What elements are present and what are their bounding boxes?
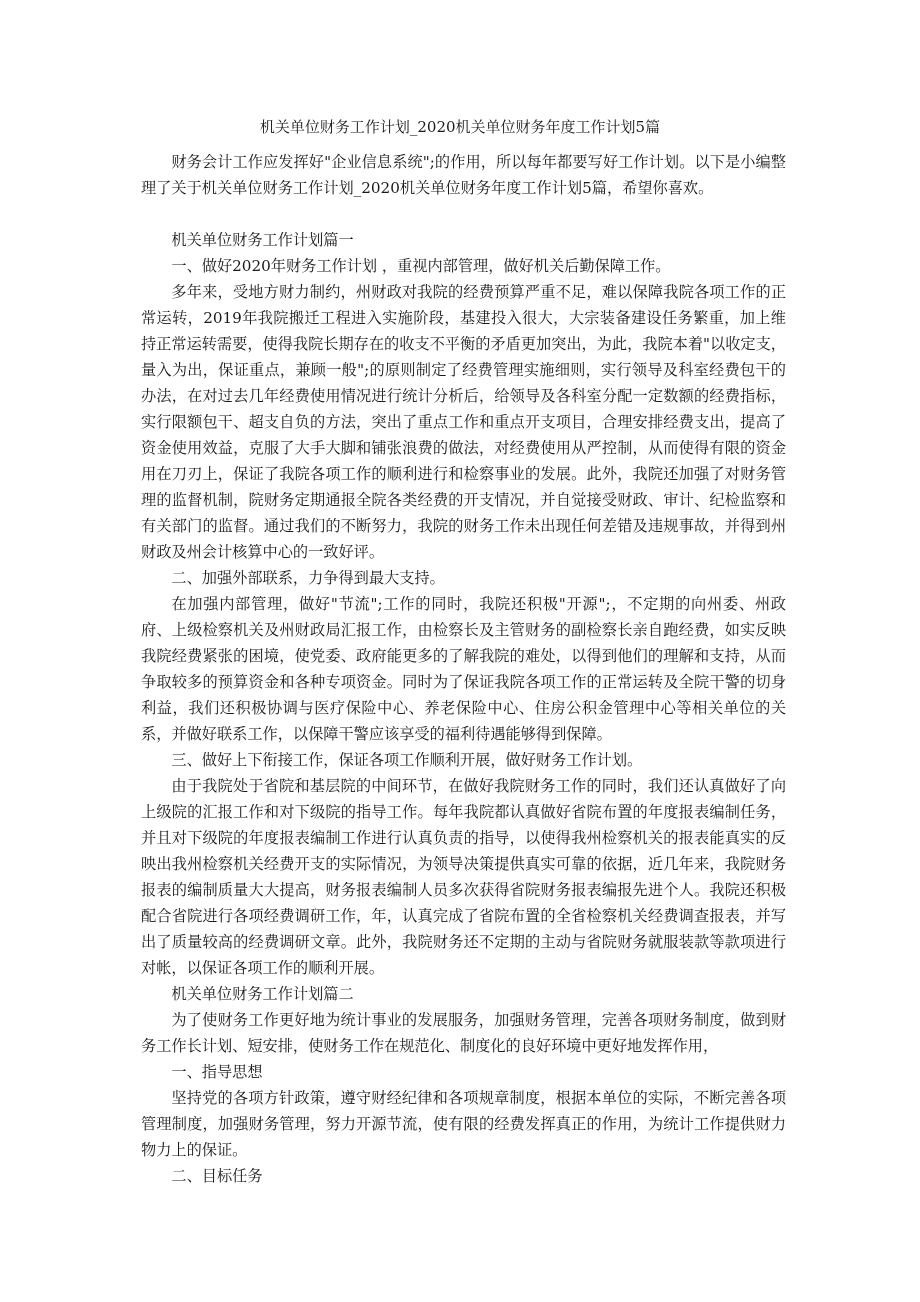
section-heading-part1: 机关单位财务工作计划篇一: [171, 231, 354, 249]
subheading-2: 二、加强外部联系，力争得到最大支持。: [171, 569, 445, 587]
body-paragraph: 在加强内部管理，做好"节流";工作的同时，我院还积极"开源";，不定期的向州委、州政府、上级检察机关及州财政局汇报工作，由检察长及主管财务的副检察长亲自跑经费，如实反映我院经费紧张的困境，使党委、政府能更多的了解我院的难处，以得到他们的理解和支持，从而争取较多的预算资金和各种专项资金。同时为了保证我院各项工作的正常运转及全院干警的切身利益，我们还积极协调与医疗保险中心、养老保险中心、住房公积金管理中心等相关单位的关系，并做好联系工作，以保障干警应该享受的福利待遇能够得到保障。: [141, 595, 786, 743]
subheading-guiding-ideology: 一、指导思想: [171, 1063, 263, 1081]
body-paragraph: 为了使财务工作更好地为统计事业的发展服务，加强财务管理，完善各项财务制度，做到财务工作长计划、短安排，使财务工作在规范化、制度化的良好环境中更好地发挥作用，: [141, 1011, 786, 1055]
subheading-goals: 二、目标任务: [171, 1167, 263, 1185]
subheading-1: 一、做好2020年财务工作计划 ，重视内部管理，做好机关后勤保障工作。: [171, 257, 671, 275]
body-paragraph: 坚持党的各项方针政策，遵守财经纪律和各项规章制度，根据本单位的实际，不断完善各项管理制度，加强财务管理，努力开源节流，使有限的经费发挥真正的作用，为统计工作提供财力物力上的保证。: [141, 1089, 786, 1159]
body-paragraph: 多年来，受地方财力制约，州财政对我院的经费预算严重不足，难以保障我院各项工作的正常运转，2019年我院搬迁工程进入实施阶段，基建投入很大，大宗装备建设任务繁重，加上维持正常运转需要，使得我院长期存在的收支不平衡的矛盾更加突出，为此，我院本着"以收定支，量入为出，保证重点，兼顾一般";的原则制定了经费管理实施细则，实行领导及科室经费包干的办法，在对过去几年经费使用情况进行统计分析后，给领导及各科室分配一定数额的经费指标，实行限额包干、超支自负的方法，突出了重点工作和重点开支项目，合理安排经费支出，提高了资金使用效益，克服了大手大脚和铺张浪费的做法，对经费使用从严控制，从而使得有限的资金用在刀刃上，保证了我院各项工作的顺利进行和检察事业的发展。此外，我院还加强了对财务管理的监督机制，院财务定期通报全院各类经费的开支情况，并自觉接受财政、审计、纪检监察和有关部门的监督。通过我们的不断努力，我院的财务工作未出现任何差错及违规事故，并得到州财政及州会计核算中心的一致好评。: [141, 283, 786, 561]
body-paragraph: 由于我院处于省院和基层院的中间环节，在做好我院财务工作的同时，我们还认真做好了向上级院的汇报工作和对下级院的指导工作。每年我院都认真做好省院布置的年度报表编制任务，并且对下级院的年度报表编制工作进行认真负责的指导，以使得我州检察机关的报表能真实的反映出我州检察机关经费开支的实际情况，为领导决策提供真实可靠的依据，近几年来，我院财务报表的编制质量大大提高，财务报表编制人员多次获得省院财务报表编报先进个人。我院还积极配合省院进行各项经费调研工作，年，认真完成了省院布置的全省检察机关经费调查报表，并写出了质量较高的经费调研文章。此外，我院财务还不定期的主动与省院财务就服装款等款项进行对帐，以保证各项工作的顺利开展。: [141, 777, 786, 977]
section-heading-part2: 机关单位财务工作计划篇二: [171, 985, 354, 1003]
intro-paragraph: 财务会计工作应发挥好"企业信息系统";的作用，所以每年都要写好工作计划。以下是小编整理了关于机关单位财务工作计划_2020机关单位财务年度工作计划5篇，希望你喜欢。: [141, 153, 786, 197]
document-title: 机关单位财务工作计划_2020机关单位财务年度工作计划5篇: [259, 118, 661, 136]
subheading-3: 三、做好上下衔接工作，保证各项工作顺利开展，做好财务工作计划。: [171, 751, 643, 769]
document-body: [141, 149, 786, 1189]
